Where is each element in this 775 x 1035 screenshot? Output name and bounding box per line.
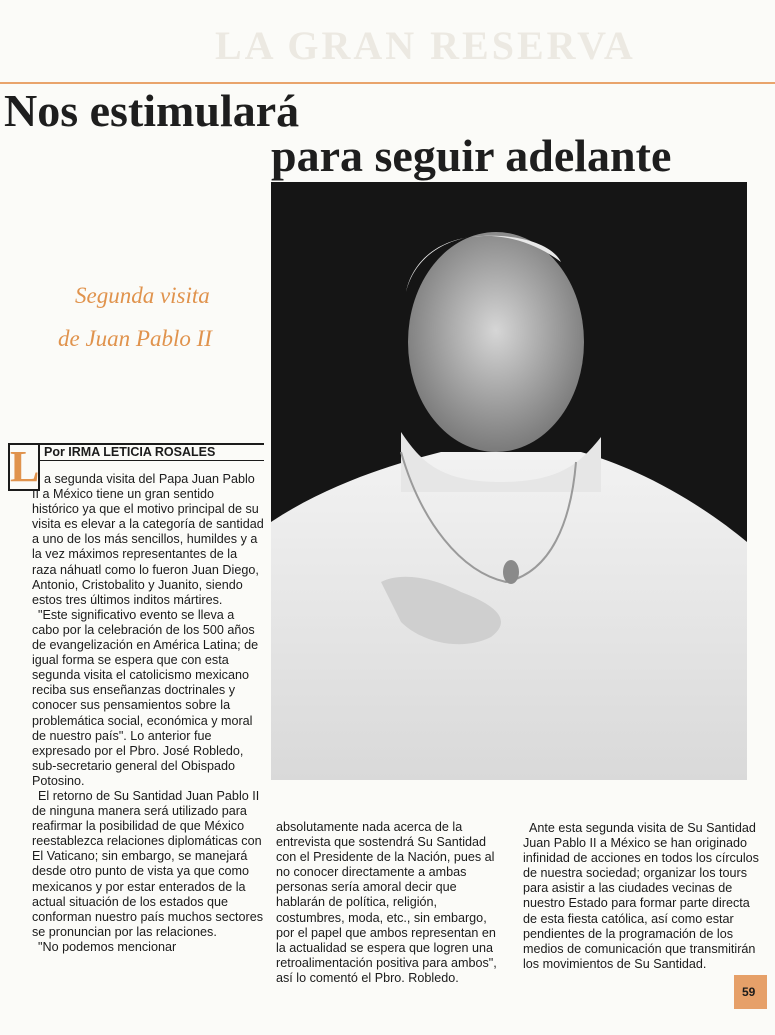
- subtitle-line-1: Segunda visita: [75, 283, 210, 308]
- article-column-1: [32, 472, 264, 955]
- paragraph: El retorno de Su Santidad Juan Pablo II de ninguna manera será utilizado para reafirmar la posibilidad de que México reestablezca relaciones diplomáticas con El Vaticano; sin embargo, se manejará desde otro punto de vista ya que como mexicanos y por estar enterados de la actual situación de los estados que conforman nuestro país muchos sectores se pronuncian por las relaciones.: [32, 788, 263, 939]
- header-rule: [0, 82, 775, 84]
- article-column-3: [523, 821, 759, 972]
- paragraph: "No podemos mencionar: [38, 939, 177, 954]
- pope-photo: [271, 182, 747, 780]
- paragraph: a segunda visita del Papa Juan Pablo II a México tiene un gran sentido histórico ya que el motivo principal de su visita es elevar a la categoría de santidad a uno de los más sencillos, humildes y a la vez máximos representantes de la raza náhuatl como lo fueron Juan Diego, Antonio, Cristobalito y Juanito, siendo estos tres últimos inditos mártires.: [32, 472, 264, 607]
- subtitle-line-2: de Juan Pablo II: [58, 326, 212, 351]
- page-number: 59: [742, 985, 756, 999]
- drop-cap: L: [10, 442, 40, 491]
- paragraph: Ante esta segunda visita de Su Santidad Juan Pablo II a México se han originado infinidad de acciones en todos los círculos de nuestra sociedad; organizar los tours para asistir a las ciudades vecinas de nuestro Estado para formar parte directa de esta fiesta católica, así como estar pendientes de la programación de los medios de comunicación que transmitirán los movimientos de Su Santidad.: [523, 821, 759, 971]
- paragraph: absolutamente nada acerca de la entrevista que sostendrá Su Santidad con el Presidente de la Nación, pues al no conocer directamente a ambas personas sería amoral decir que hablarán de política, religión, costumbres, moda, etc., sin embargo, por el papel que ambos representan en la actualidad se espera que logren una retroalimentación positiva para ambos", así lo comentó el Pbro. Robledo.: [276, 820, 497, 985]
- byline: Por IRMA LETICIA ROSALES: [44, 445, 216, 459]
- article-column-2: [276, 820, 506, 986]
- byline-rule-bottom: [36, 460, 264, 461]
- ghost-header-text: LA GRAN RESERVA: [215, 23, 636, 62]
- paragraph: "Este significativo evento se lleva a cabo por la celebración de los 500 años de evangelización en América Latina; de igual forma se espera que con esta segunda visita el catolicismo mexicano reciba sus enseñanzas doctrinales y conocer sus pensamientos sobre la problemática social, económica y moral de nuestro país". Lo anterior fue expresado por el Pbro. José Robledo, sub-secretario general del Obispado Potosino.: [32, 607, 259, 788]
- pope-portrait-icon: [271, 182, 747, 780]
- headline-line-1: Nos estimulará: [4, 85, 300, 136]
- headline-line-2: para seguir adelante: [271, 130, 672, 181]
